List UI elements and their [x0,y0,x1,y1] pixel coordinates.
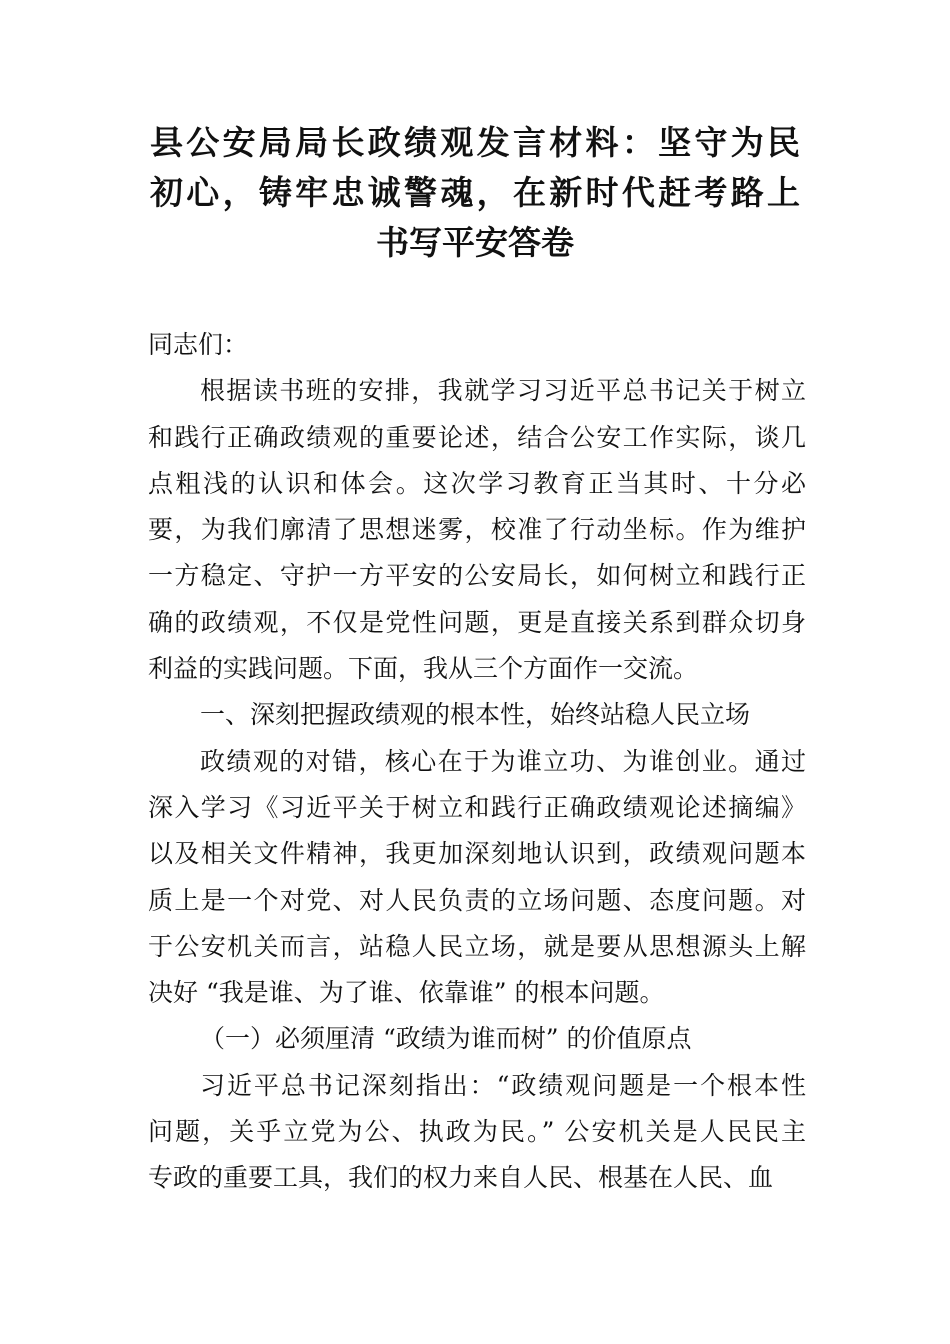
text-line: 确的政绩观，不仅是党性问题，更是直接关系到群众切身 [148,607,806,637]
text-line: 同志们： [148,330,249,359]
text-line: 点粗浅的认识和体会。这次学习教育正当其时、十分必 [148,468,806,498]
text-line: 要，为我们廓清了思想迷雾，校准了行动坐标。作为维护 [148,515,806,545]
text-line: 专政的重要工具，我们的权力来自人民、根基在人民、血 [148,1163,774,1193]
text-line: 和践行正确政绩观的重要论述，结合公安工作实际，谈几 [148,422,806,452]
text-line: 于公安机关而言，站稳人民立场，就是要从思想源头上解 [148,931,806,961]
text-line: 决好 “我是谁、为了谁、依靠谁” 的根本问题。 [148,978,665,1008]
section-1-paragraph [148,739,806,1017]
text-line: 利益的实践问题。下面，我从三个方面作一交流。 [148,654,699,684]
text-line: 政绩观的对错，核心在于为谁立功、为谁创业。通过 [200,746,806,776]
salutation [148,322,806,368]
text-line: 根据读书班的安排，我就学习习近平总书记关于树立 [200,376,806,406]
text-line: 深入学习《习近平关于树立和践行正确政绩观论述摘编》 [148,792,806,822]
document-body [148,322,806,1202]
text-line: 一、深刻把握政绩观的根本性，始终站稳人民立场 [200,700,751,730]
title-line: 初心，铸牢忠诚警魂，在新时代赶考路上 [150,173,800,212]
intro-paragraph [148,368,806,692]
text-line: 一方稳定、守护一方平安的公安局长，如何树立和践行正 [148,561,806,591]
text-line: 以及相关文件精神，我更加深刻地认识到，政绩观问题本 [148,839,806,869]
section-heading-1 [148,692,806,738]
text-line: 问题，关乎立党为公、执政为民。” 公安机关是人民民主 [148,1117,806,1147]
title-line: 书写平安答卷 [376,223,574,262]
text-line: 习近平总书记深刻指出：“政绩观问题是一个根本性 [200,1070,806,1100]
subsection-heading-1 [148,1016,806,1062]
text-line: 质上是一个对党、对人民负责的立场问题、态度问题。对 [148,885,806,915]
subsection-1-paragraph [148,1063,806,1202]
title-line: 县公安局局长政绩观发言材料：坚守为民 [150,123,800,162]
text-line: （一）必须厘清 “政绩为谁而树” 的价值原点 [200,1024,692,1054]
document-title [150,118,800,268]
